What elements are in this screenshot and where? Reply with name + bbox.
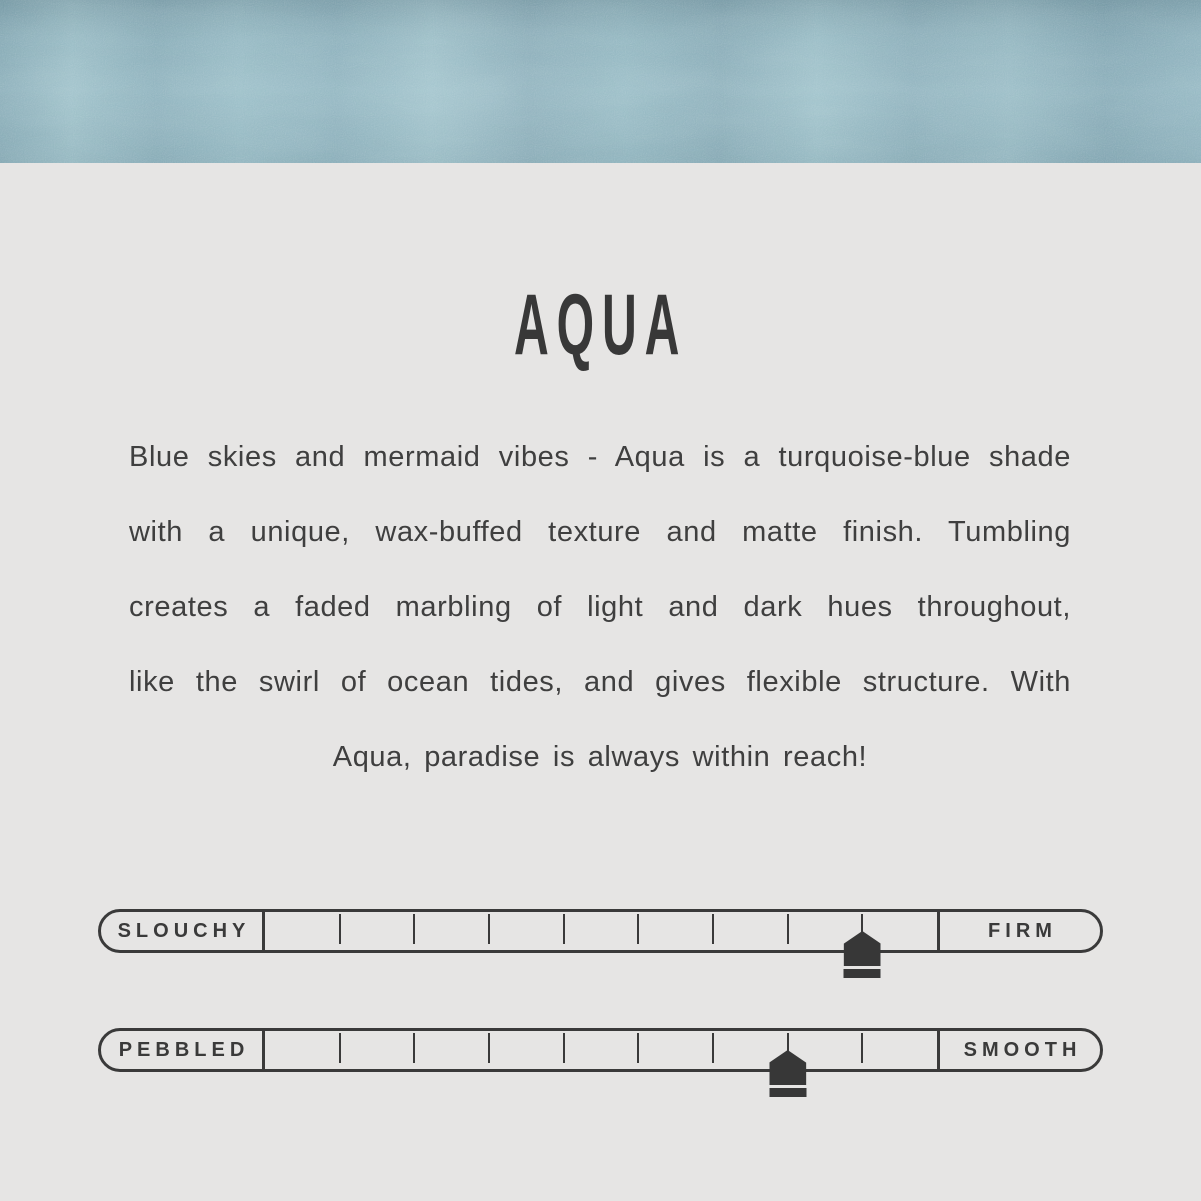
marker-pin-icon: [844, 931, 881, 966]
color-description: [129, 420, 1071, 795]
tick-mark: [339, 914, 341, 944]
tick-mark: [861, 1033, 863, 1063]
tick-mark: [563, 914, 565, 944]
description-line-3: creates a faded marbling of light and dark hues throughout,: [129, 591, 1071, 623]
tick-mark: [787, 914, 789, 944]
description-line-4: like the swirl of ocean tides, and gives flexible structure. With: [129, 666, 1071, 698]
tick-mark: [637, 1033, 639, 1063]
tick-mark: [413, 914, 415, 944]
scale-right-label: SMOOTH: [963, 1038, 1082, 1061]
position-marker: [844, 931, 881, 978]
marker-base-bar: [844, 969, 881, 978]
description-line-2: with a unique, wax-buffed texture and matte finish. Tumbling: [129, 516, 1071, 548]
leather-texture-svg: [0, 0, 1201, 163]
tick-mark: [712, 1033, 714, 1063]
description-line-1: Blue skies and mermaid vibes - Aqua is a turquoise-blue shade: [129, 441, 1071, 473]
scale-left-label: SLOUCHY: [117, 919, 251, 942]
tick-mark: [637, 914, 639, 944]
scale-track: [262, 1031, 940, 1069]
scale-right-label: FIRM: [988, 919, 1057, 942]
page-title: [0, 277, 1201, 373]
tick-mark: [488, 1033, 490, 1063]
leather-texture-image: [0, 0, 1201, 163]
tick-mark: [413, 1033, 415, 1063]
position-marker: [769, 1050, 806, 1097]
marker-pin-icon: [769, 1050, 806, 1085]
marker-base-bar: [769, 1088, 806, 1097]
scale-track: [262, 912, 940, 950]
tick-mark: [339, 1033, 341, 1063]
tick-mark: [488, 914, 490, 944]
slouchy-firm-scale: [98, 909, 1103, 953]
page-title-text: AQUA: [513, 277, 688, 373]
tick-mark: [712, 914, 714, 944]
tick-mark: [563, 1033, 565, 1063]
pebbled-smooth-scale: [98, 1028, 1103, 1072]
description-line-5: Aqua, paradise is always within reach!: [332, 741, 868, 773]
scale-left-label: PEBBLED: [118, 1038, 250, 1061]
